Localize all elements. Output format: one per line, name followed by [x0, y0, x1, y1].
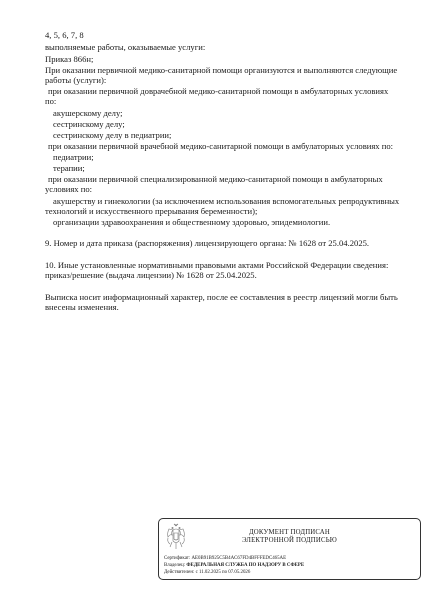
electronic-signature-stamp: [158, 518, 421, 580]
owner-label: Владелец:: [164, 563, 186, 568]
text-line: При оказании первичной медико-санитарной помощи организуются и выполняются следующие: [45, 65, 398, 75]
text-line: приказ/решение (выдача лицензии) № 1628 от 25.04.2025.: [45, 270, 257, 280]
text-line: сестринскому делу в педиатрии;: [53, 130, 172, 140]
certificate-value: AE0B91B925C5B4AC67FD4BFFFEDC465AE: [191, 556, 287, 561]
text-line: 4, 5, 6, 7, 8: [45, 30, 84, 40]
text-line: внесены изменения.: [45, 302, 119, 312]
text-line: выполняемые работы, оказываемые услуги:: [45, 42, 206, 52]
owner-line: [164, 563, 304, 569]
text-line: при оказании первичной врачебной медико-санитарной помощи в амбулаторных условиях по:: [48, 141, 394, 151]
signature-title: ДОКУМЕНТ ПОДПИСАН: [248, 529, 331, 536]
text-line: организации здравоохранения и общественному здоровью, эпидемиологии.: [53, 217, 331, 227]
text-line: акушерству и гинекологии (за исключением использования вспомогательных репродуктивных: [53, 196, 400, 206]
text-line: 10. Иные установленные нормативными правовыми актами Российской Федерации сведения:: [45, 260, 389, 270]
validity-label: Действителен:: [164, 570, 195, 575]
owner-value: ФЕДЕРАЛЬНАЯ СЛУЖБА ПО НАДЗОРУ В СФЕРЕ: [186, 563, 305, 568]
text-line: терапии;: [53, 163, 85, 173]
text-line: технологий и искусственного прерывания беременности);: [45, 206, 258, 216]
validity-line: [164, 570, 250, 576]
text-line: акушерскому делу;: [53, 108, 123, 118]
text-line: условиях по:: [45, 184, 93, 194]
text-line: Выписка носит информационный характер, после ее составления в реестр лицензий могли быть: [45, 292, 398, 302]
text-line: сестринскому делу;: [53, 119, 125, 129]
text-line: Приказ 866н;: [45, 54, 94, 64]
validity-value: с 11.02.2025 по 07.05.2026: [195, 570, 251, 575]
text-line: по:: [45, 96, 57, 106]
certificate-line: [164, 556, 286, 562]
signature-subtitle: ЭЛЕКТРОННОЙ ПОДПИСЬЮ: [242, 537, 337, 544]
text-line: при оказании первичной специализированной медико-санитарной помощи в амбулаторных: [48, 174, 383, 184]
text-line: 9. Номер и дата приказа (распоряжения) лицензирующего органа: № 1628 от 25.04.2025.: [45, 238, 370, 248]
text-line: при оказании первичной доврачебной медико-санитарной помощи в амбулаторных условиях: [48, 86, 389, 96]
text-line: работы (услуги):: [45, 75, 107, 85]
certificate-label: Сертификат:: [164, 556, 191, 561]
text-line: педиатрии;: [53, 152, 94, 162]
